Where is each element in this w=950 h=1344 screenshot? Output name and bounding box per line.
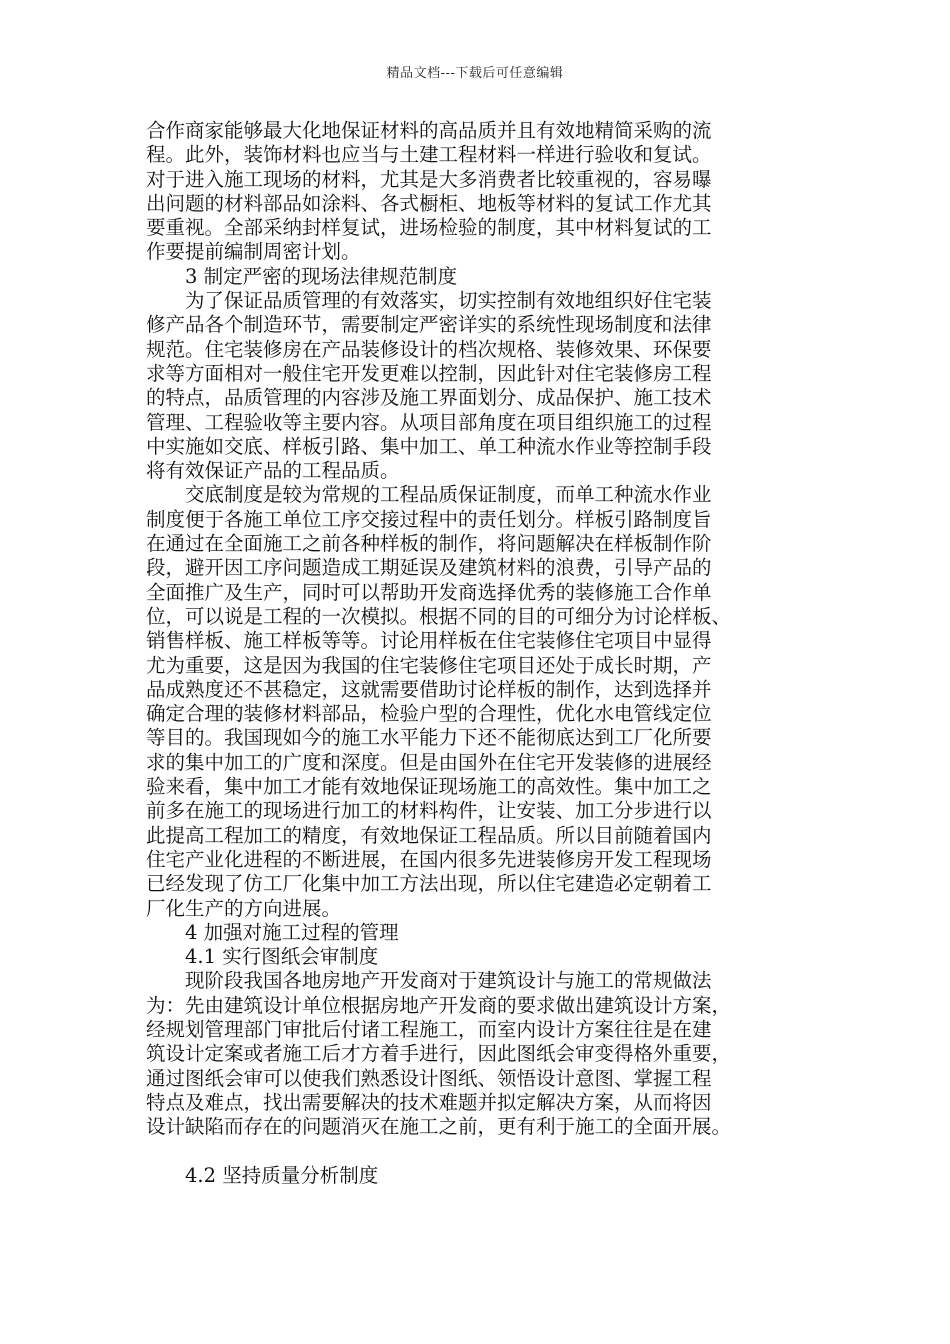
- document-body: [146, 119, 806, 1188]
- text-line: 规范。住宅装修房在产品装修设计的档次规格、装修效果、环保要: [146, 337, 712, 361]
- text-line: 求等方面相对一般住宅开发更难以控制，因此针对住宅装修房工程: [146, 361, 712, 385]
- text-line: 的特点，品质管理的内容涉及施工界面划分、成品保护、施工技术: [146, 386, 712, 410]
- text-line: 全面推广及生产，同时可以帮助开发商选择优秀的装修施工合作单: [146, 580, 712, 604]
- text-line: 出问题的材料部品如涂料、各式橱柜、地板等材料的复试工作尤其: [146, 191, 712, 215]
- text-line: 段，避开因工序问题造成工期延误及建筑材料的浪费，引导产品的: [146, 556, 712, 580]
- text-line: 3 制定严密的现场法律规范制度: [185, 264, 458, 288]
- blank-line: [146, 1139, 806, 1163]
- text-line: 位，可以说是工程的一次模拟。根据不同的目的可细分为讨论样板、: [146, 604, 732, 628]
- text-line: 特点及难点，找出需要解决的技术难题并拟定解决方案，从而将因: [146, 1090, 712, 1114]
- text-line: 管理、工程验收等主要内容。从项目部角度在项目组织施工的过程: [146, 410, 712, 434]
- text-line: 销售样板、施工样板等等。讨论用样板在住宅装修住宅项目中显得: [146, 629, 712, 653]
- text-line: 住宅产业化进程的不断进展，在国内很多先进装修房开发工程现场: [146, 847, 712, 871]
- text-line: 修产品各个制造环节，需要制定严密详实的系统性现场制度和法律: [146, 313, 712, 337]
- text-line: 4 加强对施工过程的管理: [185, 920, 399, 944]
- text-line: 现阶段我国各地房地产开发商对于建筑设计与施工的常规做法: [185, 969, 712, 993]
- text-line: 为了保证品质管理的有效落实，切实控制有效地组织好住宅装: [185, 289, 712, 313]
- text-line: 作要提前编制周密计划。: [146, 240, 361, 264]
- text-line: 此提高工程加工的精度，有效地保证工程品质。所以目前随着国内: [146, 823, 712, 847]
- text-line: 为：先由建筑设计单位根据房地产开发商的要求做出建筑设计方案，: [146, 993, 732, 1017]
- text-line: 对于进入施工现场的材料，尤其是大多消费者比较重视的，容易曝: [146, 167, 712, 191]
- text-line: 经规划管理部门审批后付诸工程施工，而室内设计方案往往是在建: [146, 1017, 712, 1041]
- text-line: 等目的。我国现如今的施工水平能力下还不能彻底达到工厂化所要: [146, 726, 712, 750]
- text-line: 筑设计定案或者施工后才方着手进行，因此图纸会审变得格外重要，: [146, 1042, 732, 1066]
- page-header: 精品文档---下载后可任意编辑: [386, 66, 564, 81]
- text-line: 求的集中加工的广度和深度。但是由国外在住宅开发装修的进展经: [146, 750, 712, 774]
- text-line: 确定合理的装修材料部品，检验户型的合理性，优化水电管线定位: [146, 702, 712, 726]
- text-line: 尤为重要，这是因为我国的住宅装修住宅项目还处于成长时期，产: [146, 653, 712, 677]
- text-line: 合作商家能够最大化地保证材料的高品质并且有效地精简采购的流: [146, 119, 712, 142]
- text-line: 将有效保证产品的工程品质。: [146, 459, 400, 483]
- text-line: 厂化生产的方向进展。: [146, 896, 342, 920]
- text-line: 已经发现了仿工厂化集中加工方法出现，所以住宅建造必定朝着工: [146, 872, 712, 896]
- text-line: 交底制度是较为常规的工程品质保证制度，而单工种流水作业: [185, 483, 712, 507]
- text-line: 中实施如交底、样板引路、集中加工、单工种流水作业等控制手段: [146, 434, 712, 458]
- text-line: 在通过在全面施工之前各种样板的制作，将问题解决在样板制作阶: [146, 532, 712, 556]
- text-line: 程。此外，装饰材料也应当与土建工程材料一样进行验收和复试。: [146, 143, 712, 167]
- text-line: 制度便于各施工单位工序交接过程中的责任划分。样板引路制度旨: [146, 507, 712, 531]
- text-line: 品成熟度还不甚稳定，这就需要借助讨论样板的制作，达到选择并: [146, 677, 712, 701]
- text-line: 验来看，集中加工才能有效地保证现场施工的高效性。集中加工之: [146, 775, 712, 799]
- text-line: 前多在施工的现场进行加工的材料构件，让安装、加工分步进行以: [146, 799, 712, 823]
- text-line: 4.1 实行图纸会审制度: [185, 945, 379, 969]
- text-line: 要重视。全部采纳封样复试，进场检验的制度，其中材料复试的工: [146, 216, 712, 240]
- text-line: 设计缺陷而存在的问题消灭在施工之前，更有利于施工的全面开展。: [146, 1115, 732, 1139]
- text-line: 通过图纸会审可以使我们熟悉设计图纸、领悟设计意图、掌握工程: [146, 1066, 712, 1090]
- text-line: 4.2 坚持质量分析制度: [185, 1163, 379, 1187]
